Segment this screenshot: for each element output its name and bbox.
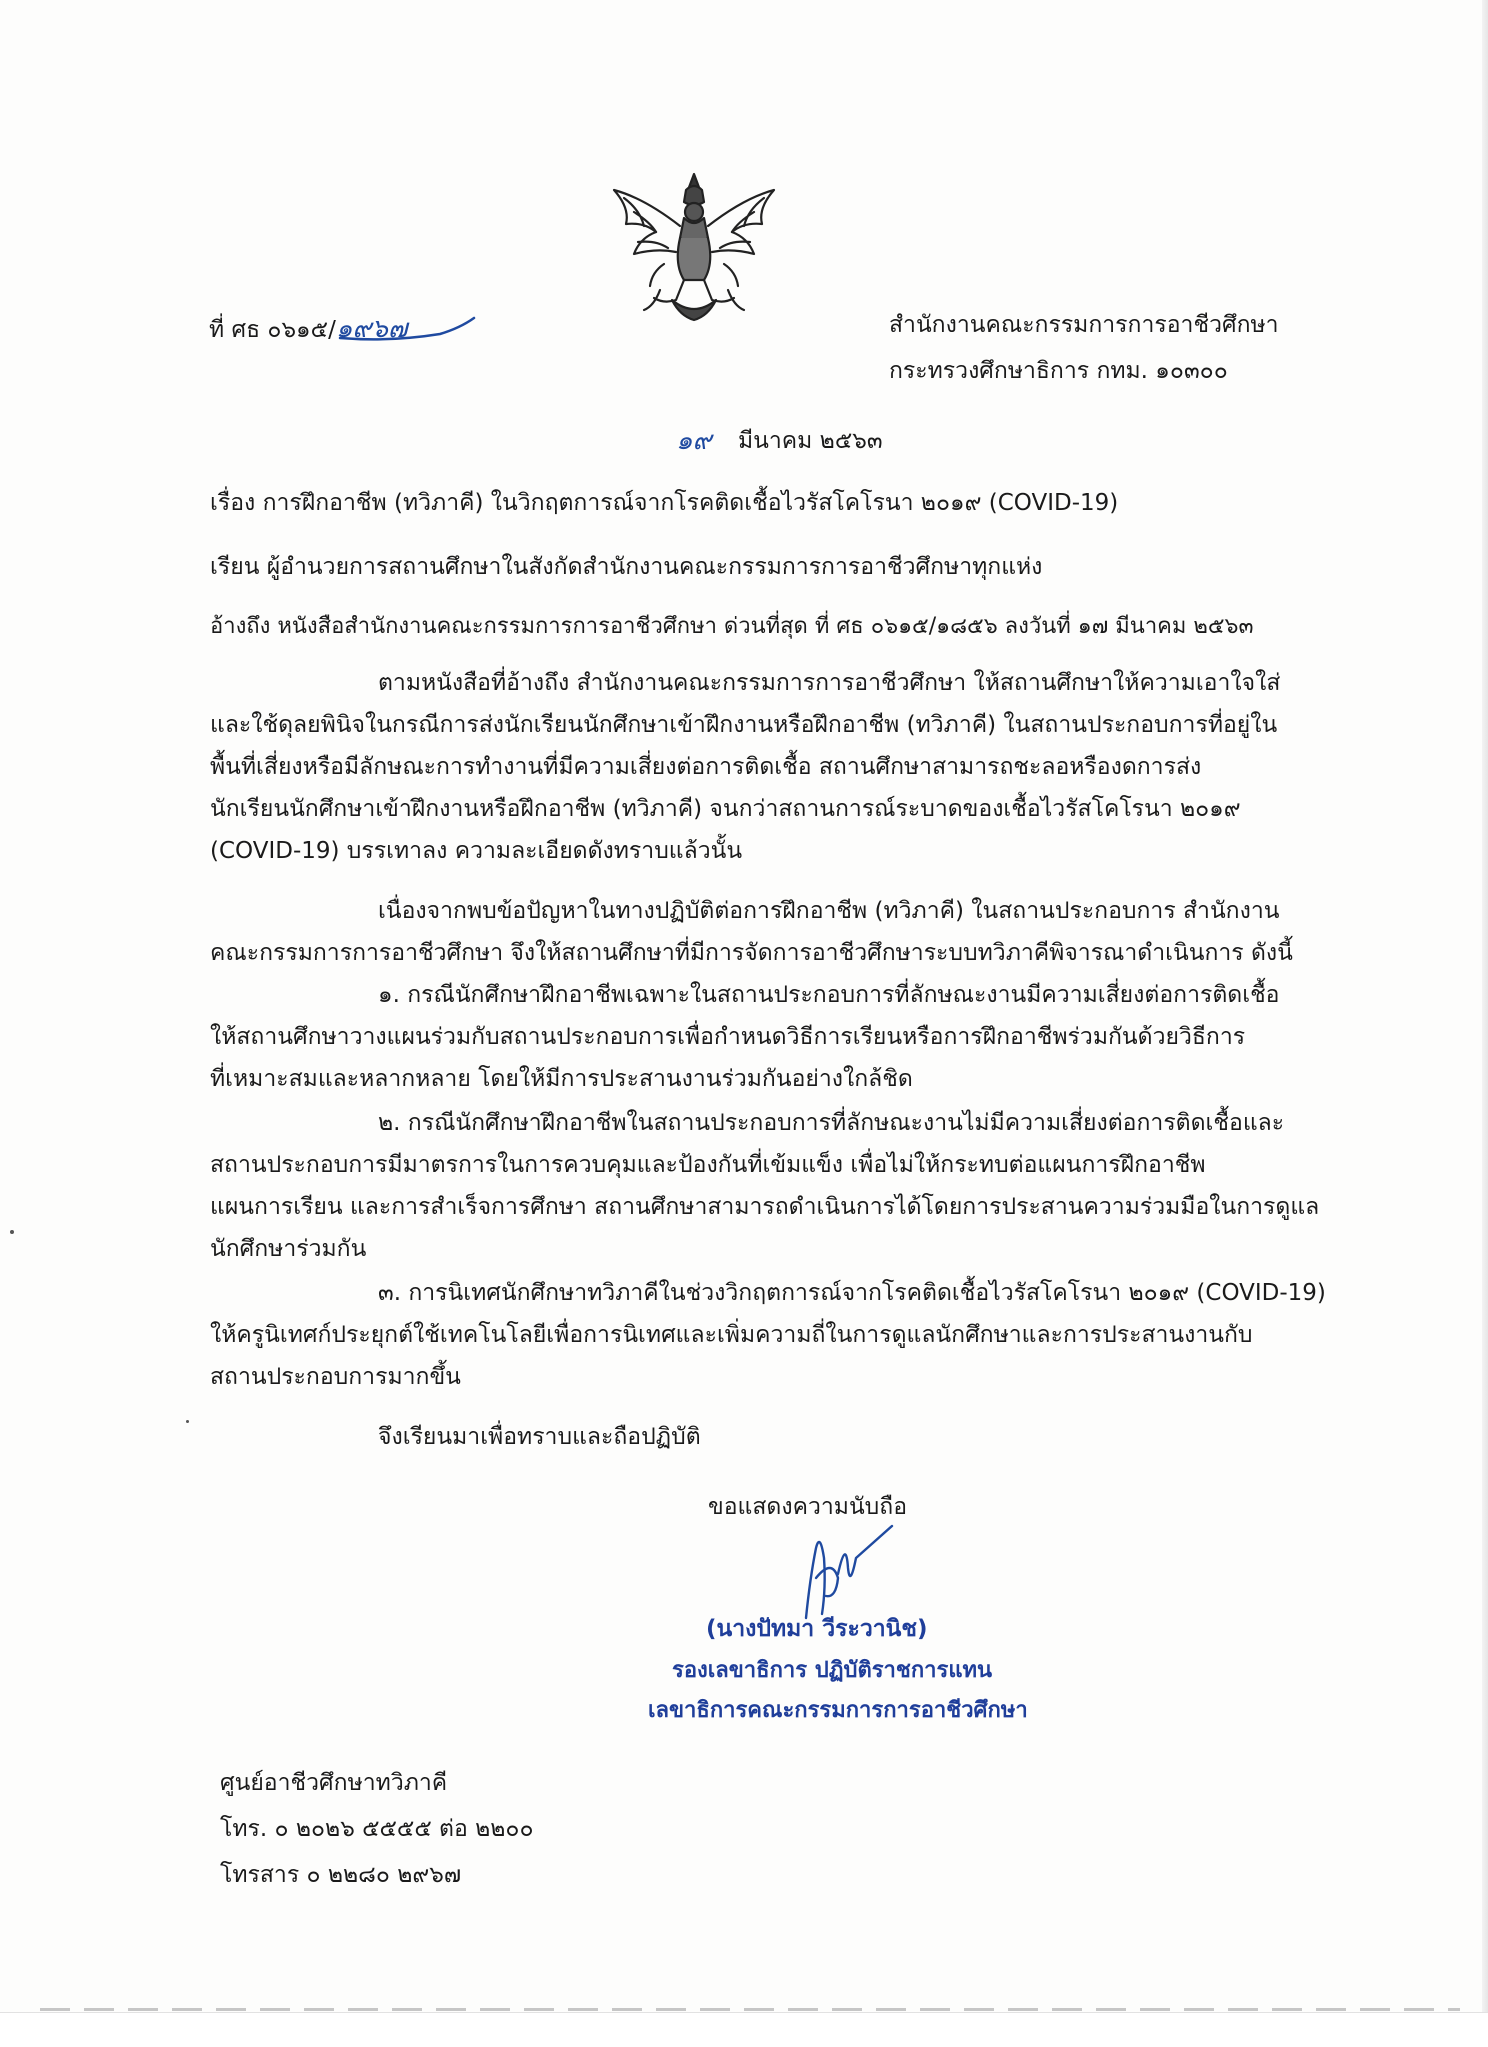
signer-position1: รองเลขาธิการ ปฏิบัติราชการแทน bbox=[672, 1658, 993, 1683]
footer-fax: โทรสาร ๐ ๒๒๘๐ ๒๙๖๗ bbox=[220, 1862, 462, 1888]
to-line: เรียน ผู้อำนวยการสถานศึกษาในสังกัดสำนักงานคณะกรรมการการอาชีวศึกษาทุกแห่ง bbox=[210, 554, 1043, 580]
scan-edge-right bbox=[1482, 0, 1488, 2047]
date-month-year: มีนาคม ๒๕๖๓ bbox=[738, 428, 883, 454]
footer-tel: โทร. ๐ ๒๐๒๖ ๕๕๕๕ ต่อ ๒๒๐๐ bbox=[220, 1816, 534, 1842]
signer-name: (นางปัทมา วีระวานิช) bbox=[706, 1616, 928, 1642]
item1-line2: ให้สถานศึกษาวางแผนร่วมกับสถานประกอบการเพื่อกำหนดวิธีการเรียนหรือการฝึกอาชีพร่วมกันด้วยวิธีการ bbox=[210, 1024, 1246, 1050]
office-name-line1: สำนักงานคณะกรรมการการอาชีวศึกษา bbox=[889, 312, 1279, 338]
reference-line: อ้างถึง หนังสือสำนักงานคณะกรรมการการอาชีวศึกษา ด่วนที่สุด ที่ ศธ ๐๖๑๕/๑๘๕๖ ลงวันที่ ๑๗ มีนาคม ๒๕๖๓ bbox=[210, 614, 1254, 639]
item1-line1: ๑. กรณีนักศึกษาฝึกอาชีพเฉพาะในสถานประกอบการที่ลักษณะงานมีความเสี่ยงต่อการติดเชื้อ bbox=[378, 982, 1280, 1008]
p2-line2: คณะกรรมการการอาชีวศึกษา จึงให้สถานศึกษาที่มีการจัดการอาชีวศึกษาระบบทวิภาคีพิจารณาดำเนินการ ดังนี้ bbox=[210, 940, 1293, 966]
scan-edge-bottom bbox=[0, 2012, 1488, 2047]
scan-speck bbox=[10, 1230, 14, 1234]
item1-line3: ที่เหมาะสมและหลากหลาย โดยให้มีการประสานงานร่วมกันอย่างใกล้ชิด bbox=[210, 1066, 913, 1092]
item2-line1: ๒. กรณีนักศึกษาฝึกอาชีพในสถานประกอบการที่ลักษณะงานไม่มีความเสี่ยงต่อการติดเชื้อและ bbox=[378, 1110, 1285, 1136]
regards-line: ขอแสดงความนับถือ bbox=[708, 1494, 908, 1520]
scan-speck bbox=[186, 1420, 189, 1423]
item3-line2: ให้ครูนิเทศก์ประยุกต์ใช้เทคโนโลยีเพื่อการนิเทศและเพิ่มความถี่ในการดูแลนักศึกษาและการประสานงานกับ bbox=[210, 1322, 1253, 1348]
item3-line3: สถานประกอบการมากขึ้น bbox=[210, 1364, 461, 1390]
p1-line3: พื้นที่เสี่ยงหรือมีลักษณะการทำงานที่มีความเสี่ยงต่อการติดเชื้อ สถานศึกษาสามารถชะลอหรืองดการส่ง bbox=[210, 754, 1202, 780]
subject-line: เรื่อง การฝึกอาชีพ (ทวิภาคี) ในวิกฤตการณ์จากโรคติดเชื้อไวรัสโคโรนา ๒๐๑๙ (COVID-19) bbox=[210, 490, 1119, 516]
p1-line4: นักเรียนนักศึกษาเข้าฝึกงานหรือฝึกอาชีพ (ทวิภาคี) จนกว่าสถานการณ์ระบาดของเชื้อไวรัสโคโรนา ๒๐๑๙ bbox=[210, 796, 1241, 822]
garuda-emblem-icon bbox=[604, 168, 784, 328]
p2-line1: เนื่องจากพบข้อปัญหาในทางปฏิบัติต่อการฝึกอาชีพ (ทวิภาคี) ในสถานประกอบการ สำนักงาน bbox=[378, 898, 1280, 924]
item2-line2: สถานประกอบการมีมาตรการในการควบคุมและป้องกันที่เข้มแข็ง เพื่อไม่ให้กระทบต่อแผนการฝึกอาชีพ bbox=[210, 1152, 1206, 1178]
office-name-line2: กระทรวงศึกษาธิการ กทม. ๑๐๓๐๐ bbox=[889, 358, 1228, 384]
p1-line1: ตามหนังสือที่อ้างถึง สำนักงานคณะกรรมการการอาชีวศึกษา ให้สถานศึกษาให้ความเอาใจใส่ bbox=[378, 670, 1281, 696]
signer-position2: เลขาธิการคณะกรรมการการอาชีวศึกษา bbox=[648, 1698, 1028, 1723]
scan-mark-bottom bbox=[40, 2008, 1460, 2011]
p1-line5: (COVID-19) บรรเทาลง ความละเอียดดังทราบแล้วนั้น bbox=[210, 838, 743, 864]
item2-line4: นักศึกษาร่วมกัน bbox=[210, 1236, 367, 1262]
document-number-prefix: ที่ ศธ ๐๖๑๕/ bbox=[209, 317, 336, 343]
item3-line1: ๓. การนิเทศนักศึกษาทวิภาคีในช่วงวิกฤตการณ์จากโรคติดเชื้อไวรัสโคโรนา ๒๐๑๙ (COVID-19) bbox=[378, 1280, 1326, 1306]
footer-unit: ศูนย์อาชีวศึกษาทวิภาคี bbox=[220, 1770, 448, 1796]
document-number-handwritten: ๑๙๖๗ bbox=[335, 314, 408, 344]
date-day-handwritten: ๑๙ bbox=[676, 426, 712, 456]
handwritten-stroke-icon bbox=[330, 312, 480, 352]
p1-line2: และใช้ดุลยพินิจในกรณีการส่งนักเรียนนักศึกษาเข้าฝึกงานหรือฝึกอาชีพ (ทวิภาคี) ในสถานประกอบการที่อยู่ใน bbox=[210, 712, 1278, 738]
closing-line: จึงเรียนมาเพื่อทราบและถือปฏิบัติ bbox=[378, 1424, 701, 1450]
item2-line3: แผนการเรียน และการสำเร็จการศึกษา สถานศึกษาสามารถดำเนินการได้โดยการประสานความร่วมมือในการดูแล bbox=[210, 1194, 1320, 1220]
